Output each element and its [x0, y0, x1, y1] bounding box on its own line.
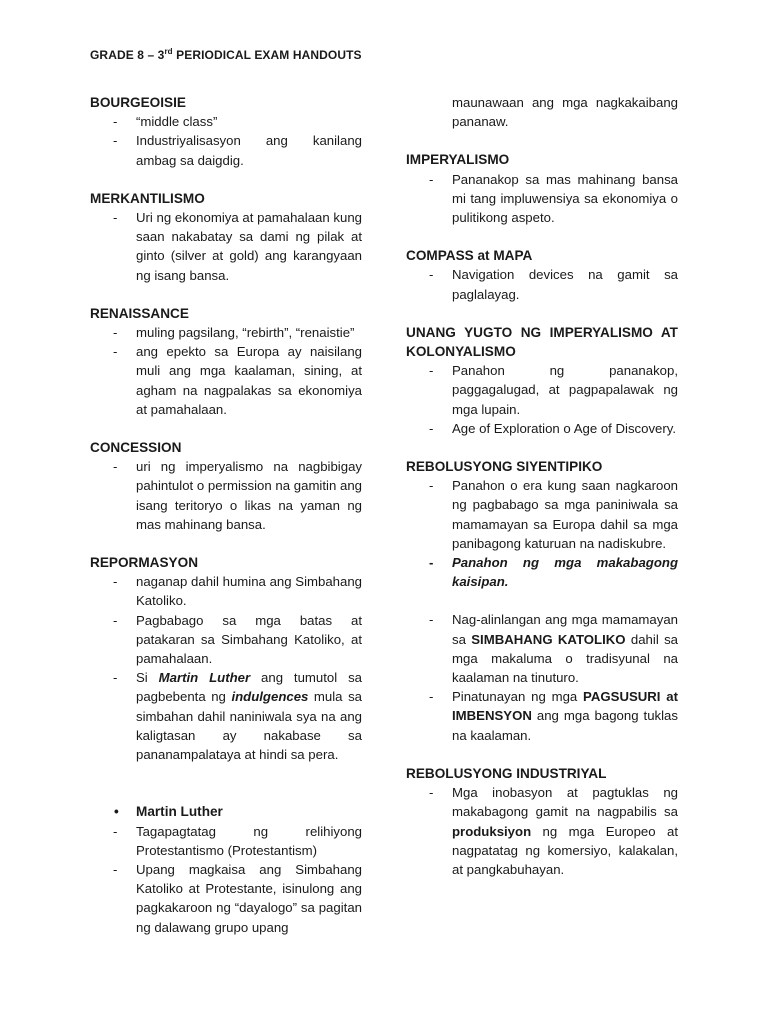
item-text: ang tumutol sa pagbebenta ng: [136, 670, 362, 705]
item-text: Navigation devices na gamit sa paglalayag.: [452, 267, 678, 302]
dash-marker: -: [429, 363, 434, 379]
item-text: Panahon ng pananakop, paggagalugad, at pagpapalawak ng mga lupain.: [452, 363, 678, 417]
bullet-marker: •: [114, 804, 119, 820]
dash-marker: -: [429, 171, 434, 187]
list-item: [90, 822, 362, 860]
spacer: [90, 783, 362, 802]
section-bourgeoisie: [90, 93, 362, 170]
dash-marker: -: [429, 612, 434, 628]
dash-marker: -: [113, 574, 118, 590]
term-heading: MERKANTILISMO: [90, 190, 205, 206]
item-text: Industriyalisasyon ang kanilang ambag sa daigdig.: [136, 133, 362, 168]
list-item: [406, 553, 678, 591]
item-text: Si: [136, 670, 159, 686]
term-heading: CONCESSION: [90, 440, 182, 456]
list-item: [90, 860, 362, 937]
dash-marker: -: [113, 861, 118, 877]
section-compass: [406, 246, 678, 304]
dash-marker: -: [113, 344, 118, 360]
header-text: GRADE 8 – 3: [90, 48, 165, 62]
item-text: muling pagsilang, “rebirth”, “renaistie”: [136, 325, 355, 341]
item-text: “middle class”: [136, 114, 218, 130]
item-text: Mga inobasyon at pagtuklas ng makabagong gamit na nagpabilis sa: [452, 785, 678, 820]
item-text-emphasis: Panahon ng mga makabagong kaisipan.: [452, 555, 678, 590]
list-item: [90, 572, 362, 610]
term-heading: REPORMASYON: [90, 555, 199, 571]
list-item: [90, 323, 362, 342]
section-siyentipiko: [406, 457, 678, 745]
section-industriyal: [406, 764, 678, 879]
left-column: [90, 93, 362, 956]
item-text: Age of Exploration o Age of Discovery.: [452, 420, 677, 436]
list-item: [406, 170, 678, 228]
item-text: dahil sa mga makaluma o tradisyunal na kaalaman na tinuturo.: [452, 631, 679, 686]
emphasis-produksiyon: produksiyon: [452, 823, 532, 839]
list-item: [90, 611, 362, 669]
item-text: ang epekto sa Europa ay naisilang muli ang mga kaalaman, sining, at agham na nagpalakas sa ekonomiya at pamahalaan.: [136, 344, 362, 417]
list-item: [406, 783, 678, 879]
dash-marker: -: [113, 459, 118, 475]
spacer: [406, 591, 678, 610]
section-unang-yugto: [406, 323, 678, 438]
section-concession: [90, 438, 362, 534]
item-text: naganap dahil humina ang Simbahang Katoliko.: [136, 574, 362, 609]
term-heading: UNANG YUGTO NG IMPERYALISMO AT KOLONYALISMO: [406, 324, 678, 360]
list-item: [90, 131, 362, 169]
list-item: [90, 112, 362, 131]
dash-marker: -: [429, 555, 434, 571]
dash-marker: -: [113, 670, 118, 686]
item-text: Upang magkaisa ang Simbahang Katoliko at Protestante, isinulong ang pagkakaroon ng “dayalogo” sa pagitan ng dalawang grupo upang: [136, 861, 362, 935]
term-heading: REBOLUSYONG SIYENTIPIKO: [406, 459, 603, 475]
item-text: Uri ng ekonomiya at pamahalaan kung saan nakabatay sa dami ng pilak at ginto (silver at gold) ang karangyaan ng isang bansa.: [136, 210, 362, 283]
item-text: Tagapagtatag ng relihiyong Protestantismo (Protestantism): [136, 823, 362, 858]
list-item: [90, 668, 362, 764]
header-superscript: rd: [164, 47, 173, 56]
list-item: [406, 476, 678, 553]
emphasis-pagsusuri: PAGSUSURI at IMBENSYON: [452, 689, 678, 724]
emphasis-indulgences: indulgences: [231, 689, 309, 705]
list-item: [406, 687, 678, 745]
dash-marker: -: [113, 325, 118, 341]
term-heading: COMPASS at MAPA: [406, 248, 533, 264]
dash-marker: -: [113, 210, 118, 226]
term-heading: BOURGEOISIE: [90, 95, 186, 110]
list-item: [406, 265, 678, 303]
item-text: ng mga Europeo at nagpatatag ng komersiyo, kalakalan, at pangkabuhayan.: [452, 823, 678, 877]
dash-marker: -: [429, 267, 434, 283]
dash-marker: -: [113, 114, 118, 130]
item-text: Pananakop sa mas mahinang bansa mi tang impluwensiya sa ekonomiya o pulitikong aspeto.: [452, 171, 678, 226]
document-header: [90, 47, 362, 62]
list-item: [90, 208, 362, 285]
term-heading: IMPERYALISMO: [406, 152, 510, 168]
emphasis-simbahang-katoliko: SIMBAHANG KATOLIKO: [471, 631, 626, 647]
item-text: Nag-alinlangan ang mga mamamayan sa: [452, 612, 678, 647]
right-column: [406, 93, 678, 898]
item-text: Pagbabago sa mga batas at patakaran sa Simbahang Katoliko, at pamahalaan.: [136, 612, 362, 667]
emphasis-martin-luther: Martin Luther: [158, 670, 251, 686]
item-text: uri ng imperyalismo na nagbibigay pahintulot o permission na gamitin ang isang teritoryo o likas na yaman ng mas mahinang bansa.: [136, 459, 362, 532]
dash-marker: -: [429, 689, 434, 705]
section-merkantilismo: [90, 189, 362, 285]
dash-marker: -: [429, 478, 434, 494]
dash-marker: -: [113, 133, 118, 149]
item-text: Panahon o era kung saan nagkaroon ng pagbabago sa mga paniniwala sa mamamayan sa Europa dahil sa mga panibagong katuruan na nadiskubre.: [452, 478, 678, 551]
item-text: Pinatunayan ng mga: [452, 689, 584, 705]
section-continuation: [406, 93, 678, 131]
header-text-rest: PERIODICAL EXAM HANDOUTS: [172, 48, 362, 62]
list-item: [90, 457, 362, 534]
term-heading: REBOLUSYONG INDUSTRIYAL: [406, 765, 607, 781]
term-heading: Martin Luther: [136, 804, 223, 820]
continued-text: maunawaan ang mga nagkakaibang pananaw.: [452, 95, 678, 130]
bullet-heading: [90, 802, 362, 821]
dash-marker: -: [113, 612, 118, 628]
term-heading: RENAISSANCE: [90, 305, 189, 321]
section-martin-luther: [90, 802, 362, 936]
list-item: [406, 419, 678, 438]
dash-marker: -: [113, 823, 118, 839]
dash-marker: -: [429, 420, 434, 436]
dash-marker: -: [429, 785, 434, 801]
list-item: [406, 610, 678, 687]
section-repormasyon: [90, 553, 362, 764]
item-text: ang mga bagong tuklas na kaalaman.: [452, 708, 678, 743]
list-item: [406, 361, 678, 419]
section-renaissance: [90, 304, 362, 419]
section-imperyalismo: [406, 150, 678, 227]
list-item: [90, 342, 362, 419]
item-text: mula sa simbahan dahil naniniwala sya na ang kaligtasan ay nakabase sa pananampalataya at hindi sa pera.: [136, 689, 362, 763]
